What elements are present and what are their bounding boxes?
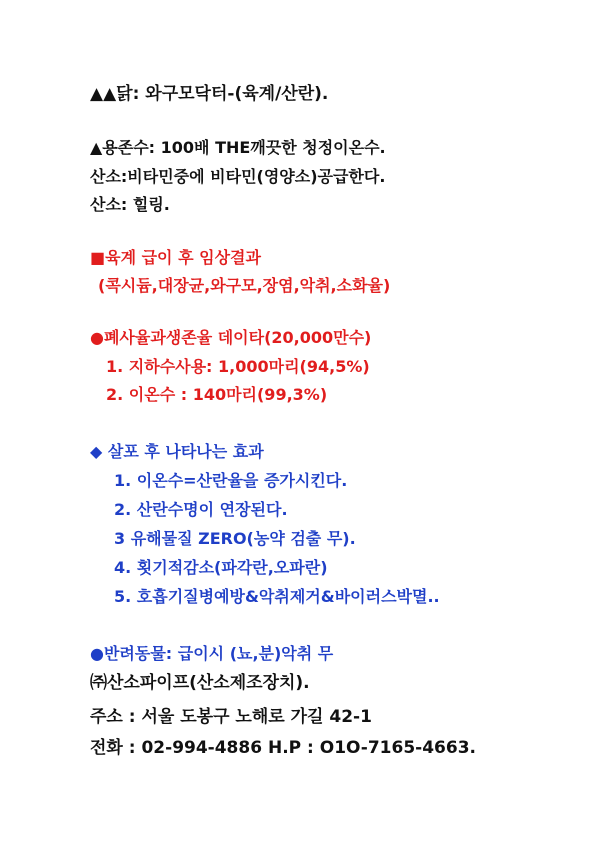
- effects-item: 3 유해물질 ZERO(농약 검출 무).: [114, 529, 356, 548]
- water-line-1: ▲용존수: 100배 THE깨끗한 청정이온수.: [90, 138, 386, 157]
- effects-item: 4. 횟기적감소(파각란,오파란): [114, 558, 328, 577]
- pets-heading: ●반려동물: 급이시 (뇨,분)악취 무: [90, 644, 334, 663]
- clinical-heading: ■육계 급이 후 임상결과: [90, 248, 261, 267]
- company-phone: 전화 : 02-994-4886 H.P : O1O-7165-4663.: [90, 738, 476, 758]
- water-line-3: 산소: 힐링.: [90, 195, 170, 214]
- effects-item: 2. 산란수명이 연장된다.: [114, 500, 288, 519]
- effects-item: 5. 호흡기질병예방&악취제거&바이러스박멸..: [114, 587, 440, 606]
- company-name: ㈜산소파이프(산소제조장치).: [90, 673, 310, 693]
- effects-heading: ◆ 살포 후 나타나는 효과: [90, 442, 264, 461]
- effects-item: 1. 이온수=산란율을 증가시킨다.: [114, 471, 348, 490]
- water-line-2: 산소:비타민중에 비타민(영양소)공급한다.: [90, 167, 386, 186]
- mortality-item: 2. 이온수 : 140마리(99,3%): [106, 385, 328, 404]
- mortality-item: 1. 지하수사용: 1,000마리(94,5%): [106, 357, 370, 376]
- company-address: 주소 : 서울 도봉구 노해로 가길 42-1: [90, 707, 372, 727]
- mortality-heading: ●폐사율과생존율 데이타(20,000만수): [90, 328, 372, 347]
- title: ▲▲닭: 와구모닥터-(육계/산란).: [90, 84, 329, 104]
- clinical-subheading: (콕시듐,대장균,와구모,장염,악취,소화율): [98, 276, 391, 295]
